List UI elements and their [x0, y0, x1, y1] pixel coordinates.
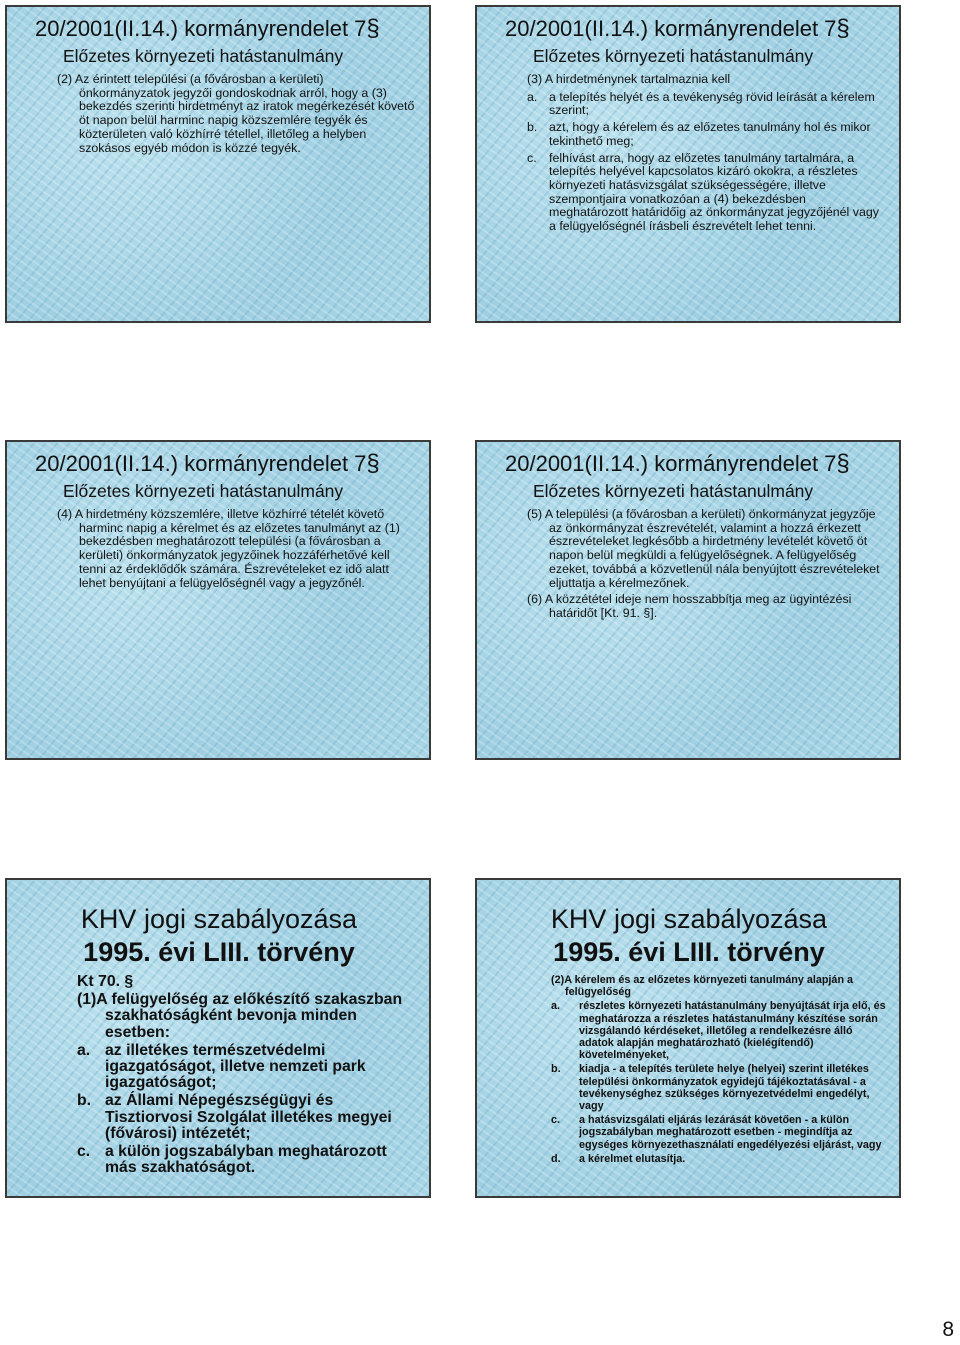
title-text: 20/2001(II.14.) kormányrendelet 7: [505, 451, 837, 476]
item-label: a.: [551, 1000, 561, 1013]
list-item: [527, 121, 887, 148]
paragraph-2-intro: (2)A kérelem és az előzetes környezeti tanulmány alapján a felügyelőség: [551, 974, 854, 999]
slide-title: [491, 15, 887, 43]
title-text: 20/2001(II.14.) kormányrendelet 7: [35, 451, 367, 476]
slide-2: [475, 5, 901, 323]
item-label: b.: [551, 1063, 561, 1076]
item-label: a.: [527, 89, 538, 104]
item-label: b.: [527, 120, 538, 135]
item-text: a hatásvizsgálati eljárás lezárását követően - a külön jogszabályban meghatározott esetben - megindítja az egységes környezethasználati engedélyezési eljárást, vagy: [579, 1114, 882, 1151]
slide-title: [21, 15, 417, 43]
paragraph-6: (6) A közzététel ideje nem hosszabbítja meg az ügyintézési határidőt [Kt. 91. §].: [527, 592, 852, 620]
khv-subtitle: 1995. évi LIII. törvény: [83, 937, 355, 967]
list-item: [551, 1114, 887, 1151]
kt-reference: Kt 70. §: [77, 973, 134, 990]
slide-title: [491, 450, 887, 478]
list-item: [551, 1063, 887, 1112]
slide-5: [5, 878, 431, 1198]
item-text: a külön jogszabályban meghatározott más szakhatóságot.: [105, 1143, 387, 1177]
item-text: azt, hogy a kérelem és az előzetes tanulmány hol és mikor tekinthető meg;: [549, 120, 871, 148]
title-text: 20/2001(II.14.) kormányrendelet 7: [505, 16, 837, 41]
item-text: a kérelmet elutasítja.: [579, 1152, 686, 1165]
list-item: [77, 1144, 417, 1176]
paragraph-1-intro: (1)A felügyelőség az előkészítő szakaszban szakhatóságként bevonja minden esetben:: [77, 991, 403, 1041]
slide-subtitle: Előzetes környezeti hatástanulmány: [63, 481, 344, 501]
item-label: a.: [77, 1041, 91, 1059]
list-item: [551, 1153, 887, 1165]
list-item: [527, 91, 887, 118]
item-label: c.: [527, 150, 537, 165]
section-sign: §: [836, 450, 850, 477]
slide-subtitle: Előzetes környezeti hatástanulmány: [533, 481, 814, 501]
item-text: az Állami Népegészségügyi és Tisztiorvosi Szolgálat illetékes megyei (fővárosi) intézetét;: [105, 1092, 392, 1142]
khv-title: KHV jogi szabályozása: [80, 904, 358, 934]
item-label: b.: [77, 1092, 92, 1110]
paragraph-5: (5) A települési (a fővárosban a kerületi) önkormányzat jegyzője az önkormányzat észrevételét, valamint a hozzá érkezett észrevételeket legkésőbb a hirdetmény levételét követő öt napon belül megküldi a felügyelőségnek. A felügyelőség ezeket, továbbá a közvetlenül nála benyújtott észrevételeket eljuttatja a kérelmezőnek.: [527, 507, 880, 590]
list-item: [77, 1043, 417, 1092]
item-text: az illetékes természetvédelmi igazgatóságot, illetve nemzeti park igazgatóságot;: [105, 1041, 366, 1092]
khv-subtitle: 1995. évi LIII. törvény: [553, 937, 825, 967]
section-sign: §: [836, 15, 850, 42]
slide-1: [5, 5, 431, 323]
section-sign: §: [366, 15, 380, 42]
khv-title: KHV jogi szabályozása: [550, 904, 828, 934]
slide-6: [475, 878, 901, 1198]
title-text: 20/2001(II.14.) kormányrendelet 7: [35, 16, 367, 41]
item-label: d.: [551, 1152, 561, 1165]
item-text: a telepítés helyét és a tevékenység rövid leírását a kérelem szerint;: [549, 89, 875, 118]
slide-4: [475, 440, 901, 760]
list-item: [77, 1093, 417, 1142]
list-item: [527, 152, 887, 234]
slide-subtitle: Előzetes környezeti hatástanulmány: [63, 46, 344, 66]
paragraph-4: (4) A hirdetmény közszemlére, illetve közhírré tételét követő harminc napig a kérelmet és az előzetes tanulmányt az (1) bekezdésben meghatározott települési (a fővárosban a kerületi) önkormányzatok jegyzőinek hozzáférhetővé kell tenni az érdeklődők számára. Észrevételeket ez idő alatt lehet benyújtani a felügyelőségnél vagy a jegyzőnél.: [57, 507, 400, 590]
item-text: felhívást arra, hogy az előzetes tanulmány tartalmára, a telepítés helyével kapcsolatos kizáró okokra, a részletes környezeti hatásvizsgálat szükségességére, illetve szempontjaira vonatkozóan a (4) bekezdésben meghatározott határidőig az önkormányzat jegyzőjénél vagy a felügyelőségnél írásbeli észrevételt lehet tenni.: [549, 150, 879, 234]
paragraph-2: (2) Az érintett települési (a fővárosban a kerületi) önkormányzatok jegyzői gondoskodnak arról, hogy a (3) bekezdés szerinti hirdetményt az iratok megérkezését követő öt napon belül harminc napig közszemlére tegyék és közterületen való közhírré tétellel, illetőleg a helyben szokásos egyéb módon is közzé tegyék.: [57, 72, 415, 155]
list-item: [551, 1000, 887, 1061]
page-number: 8: [942, 1318, 954, 1341]
slide-title: [21, 450, 417, 478]
item-label: c.: [77, 1143, 91, 1161]
slide-subtitle: Előzetes környezeti hatástanulmány: [533, 46, 814, 66]
paragraph-3-intro: (3) A hirdetménynek tartalmaznia kell: [527, 72, 731, 86]
section-sign: §: [366, 450, 380, 477]
slide-3: [5, 440, 431, 760]
item-label: c.: [551, 1114, 561, 1127]
item-text: részletes környezeti hatástanulmány benyújtását írja elő, és meghatározza a részletes hatástanulmány készítése során vizsgálandó kérdéseket, illetőleg a rendelkezésre álló adatok alapján meghatározható (kielégítendő) követelményeket,: [579, 1000, 886, 1062]
item-text: kiadja - a telepítés területe helye (helyei) szerint illetékes települési önkormányzatok egyidejű tájékoztatásával - a tevékenységhez szükséges környezetvédelmi engedélyt, vagy: [579, 1063, 870, 1113]
